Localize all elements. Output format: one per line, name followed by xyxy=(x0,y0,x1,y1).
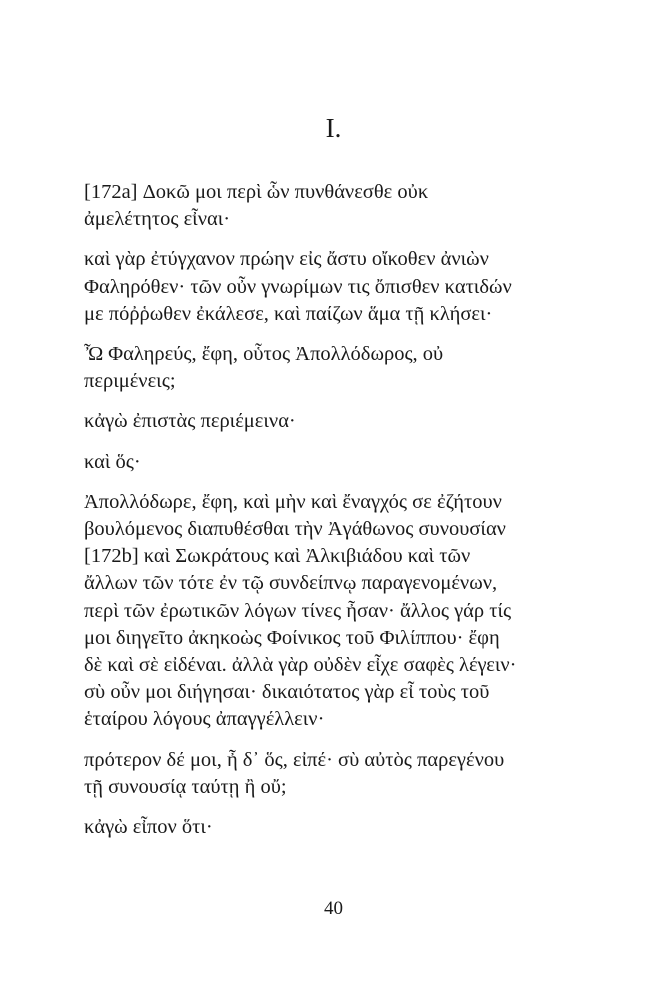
text-line: περὶ τῶν ἐρωτικῶν λόγων τίνες ἦσαν· ἄλλος γάρ τίς xyxy=(84,599,512,622)
chapter-title: I. xyxy=(325,113,342,143)
text-line: ἑταίρου λόγους ἀπαγγέλλειν· xyxy=(84,708,325,731)
text-line: πρότερον δέ μοι, ἦ δ᾽ ὅς, εἰπέ· σὺ αὐτὸς παρεγένου xyxy=(84,748,505,771)
text-line: κἀγὼ εἶπον ὅτι· xyxy=(84,816,213,839)
text-line: [172b] καὶ Σωκράτους καὶ Ἀλκιβιάδου καὶ τῶν xyxy=(84,545,471,568)
text-line: καὶ γὰρ ἐτύγχανον πρώην εἰς ἄστυ οἴκοθεν ἀνιὼν xyxy=(84,248,489,271)
paragraph xyxy=(84,449,604,476)
paragraph xyxy=(84,747,604,801)
text-line: Φαληρόθεν· τῶν οὖν γνωρίμων τις ὄπισθεν κατιδών xyxy=(84,275,512,298)
text-line: μοι διηγεῖτο ἀκηκοὼς Φοίνικος τοῦ Φιλίππου· ἔφη xyxy=(84,626,500,649)
text-line: Ἀπολλόδωρε, ἔφη, καὶ μὴν καὶ ἔναγχός σε ἐζήτουν xyxy=(84,490,502,513)
text-line: κἀγὼ ἐπιστὰς περιέμεινα· xyxy=(84,410,296,433)
paragraph xyxy=(84,814,604,841)
body-text xyxy=(84,179,604,854)
paragraph xyxy=(84,341,604,395)
text-line: [172a] Δοκῶ μοι περὶ ὧν πυνθάνεσθε οὐκ xyxy=(84,181,429,203)
text-line: ἀμελέτητος εἶναι· xyxy=(84,208,231,231)
paragraph xyxy=(84,246,604,328)
paragraph xyxy=(84,408,604,435)
text-line: ἄλλων τῶν τότε ἐν τῷ συνδείπνῳ παραγενομένων, xyxy=(84,572,498,595)
page-number: 40 xyxy=(324,898,343,919)
text-line: σὺ οὖν μοι διήγησαι· δικαιότατος γὰρ εἶ τοὺς τοῦ xyxy=(84,681,490,704)
text-line: δὲ καὶ σὲ εἰδέναι. ἀλλὰ γὰρ οὐδὲν εἶχε σαφὲς λέγειν· xyxy=(84,654,517,677)
text-line: Ὦ Φαληρεύς, ἔφη, οὗτος Ἀπολλόδωρος, οὐ xyxy=(84,343,444,366)
text-line: καὶ ὅς· xyxy=(84,450,141,473)
paragraph xyxy=(84,489,604,734)
text-line: με πόῤῥωθεν ἐκάλεσε, καὶ παίζων ἅμα τῇ κλήσει· xyxy=(84,302,493,325)
text-line: τῇ συνουσίᾳ ταύτῃ ἢ οὔ; xyxy=(84,775,287,798)
paragraph xyxy=(84,179,604,233)
text-line: περιμένεις; xyxy=(84,370,176,393)
text-line: βουλόμενος διαπυθέσθαι τὴν Ἀγάθωνος συνουσίαν xyxy=(84,518,506,541)
